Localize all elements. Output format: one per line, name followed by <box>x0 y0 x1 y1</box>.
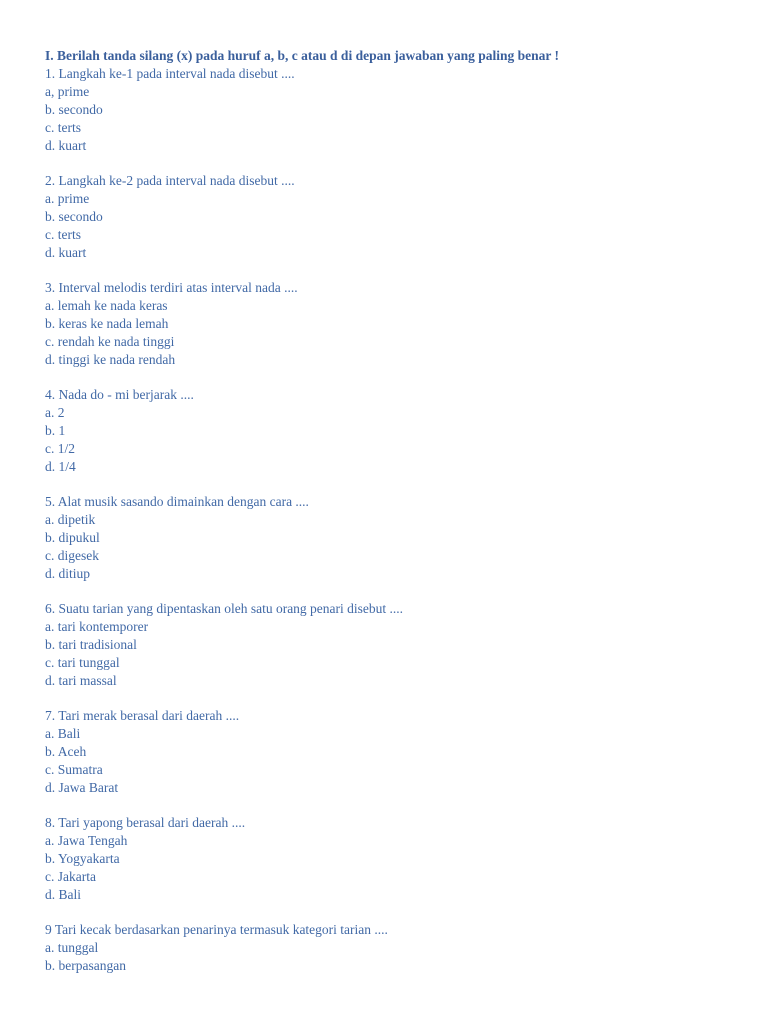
answer-option: c. Jakarta <box>45 868 96 884</box>
answer-option: b. berpasangan <box>45 958 126 974</box>
question-item <box>45 707 745 797</box>
answer-option: c. 1/2 <box>45 440 75 456</box>
question-item <box>45 65 745 155</box>
question-text: 9 Tari kecak berdasarkan penarinya termasuk kategori tarian .... <box>45 922 388 938</box>
answer-option: a. Jawa Tengah <box>45 833 128 849</box>
question-text: 5. Alat musik sasando dimainkan dengan cara .... <box>45 494 309 510</box>
answer-option: b. Yogyakarta <box>45 851 120 867</box>
answer-option: c. tari tunggal <box>45 654 120 670</box>
question-item <box>45 921 745 975</box>
answer-option: a, prime <box>45 83 90 99</box>
answer-option: a. prime <box>45 190 90 206</box>
answer-option: d. Jawa Barat <box>45 779 119 795</box>
question-item <box>45 386 745 476</box>
answer-option: d. ditiup <box>45 565 91 581</box>
answer-option: b. secondo <box>45 101 103 117</box>
answer-option: a. 2 <box>45 405 65 420</box>
question-text: 6. Suatu tarian yang dipentaskan oleh satu orang penari disebut .... <box>45 601 404 617</box>
question-item <box>45 814 745 904</box>
answer-option: b. keras ke nada lemah <box>45 315 169 331</box>
answer-option: b. secondo <box>45 208 103 224</box>
answer-option: a. dipetik <box>45 512 96 528</box>
question-text: 8. Tari yapong berasal dari daerah .... <box>45 815 246 831</box>
answer-option: a. tari kontemporer <box>45 619 149 635</box>
question-text: 1. Langkah ke-1 pada interval nada disebut .... <box>45 66 295 81</box>
answer-option: a. Bali <box>45 726 81 742</box>
question-text: 3. Interval melodis terdiri atas interval nada .... <box>45 280 298 296</box>
question-item <box>45 600 745 690</box>
answer-option: c. Sumatra <box>45 761 103 777</box>
answer-option: a. lemah ke nada keras <box>45 297 168 313</box>
answer-option: c. terts <box>45 226 81 242</box>
answer-option: b. dipukul <box>45 529 100 545</box>
section-instruction: I. Berilah tanda silang (x) pada huruf a, b, c atau d di depan jawaban yang paling benar ! <box>45 48 559 63</box>
question-item <box>45 279 745 369</box>
answer-option: d. 1/4 <box>45 458 76 474</box>
question-text: 4. Nada do - mi berjarak .... <box>45 387 194 403</box>
answer-option: c. rendah ke nada tinggi <box>45 333 175 349</box>
question-text: 7. Tari merak berasal dari daerah .... <box>45 708 240 724</box>
question-item <box>45 493 745 583</box>
answer-option: b. tari tradisional <box>45 636 137 652</box>
answer-option: d. kuart <box>45 137 87 153</box>
answer-option: d. kuart <box>45 244 87 260</box>
question-list <box>45 65 745 975</box>
answer-option: a. tunggal <box>45 940 99 956</box>
answer-option: c. terts <box>45 119 81 135</box>
answer-option: d. tinggi ke nada rendah <box>45 351 176 367</box>
answer-option: b. 1 <box>45 422 66 438</box>
answer-option: d. Bali <box>45 886 81 902</box>
document-page <box>45 47 745 975</box>
answer-option: b. Aceh <box>45 744 87 759</box>
answer-option: d. tari massal <box>45 672 117 688</box>
question-text: 2. Langkah ke-2 pada interval nada disebut .... <box>45 173 295 189</box>
question-item <box>45 172 745 262</box>
answer-option: c. digesek <box>45 547 99 563</box>
